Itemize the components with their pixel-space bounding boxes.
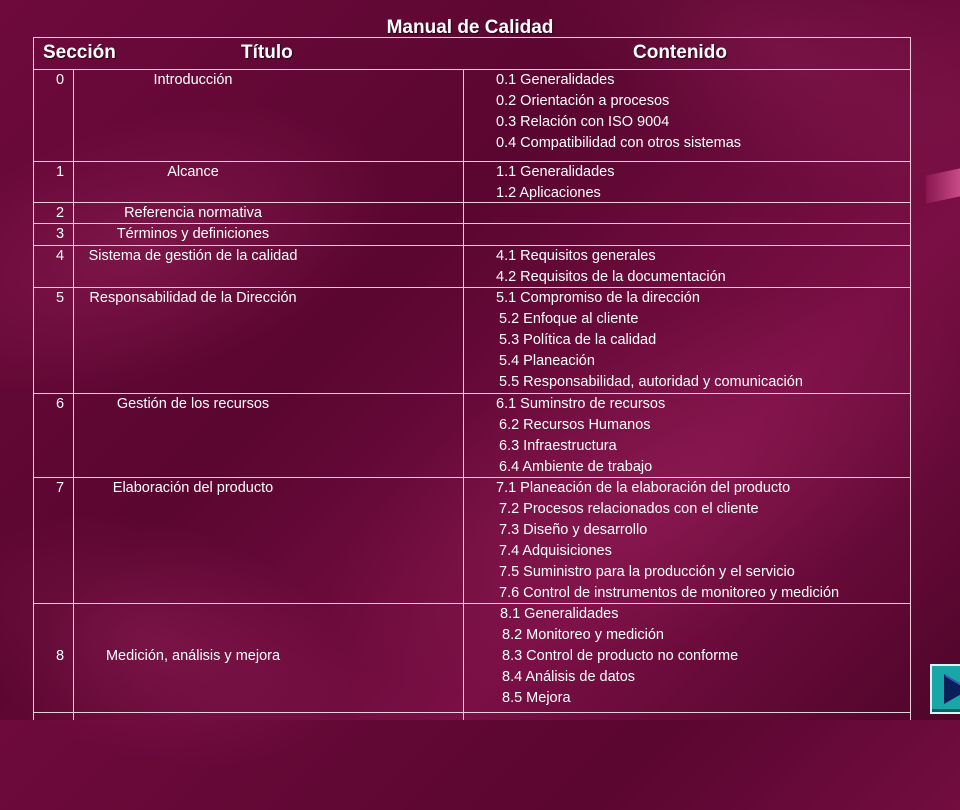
content-item: 7.3 Diseño y desarrollo (499, 522, 648, 538)
content-item: 8.1 Generalidades (500, 606, 619, 622)
section-contents (496, 288, 803, 393)
content-item: 0.1 Generalidades (496, 72, 615, 88)
page-title: Manual de Calidad (386, 17, 554, 38)
table-rule (33, 712, 911, 713)
table-header (33, 38, 911, 68)
content-item: 1.1 Generalidades (496, 164, 615, 180)
content-item: 8.5 Mejora (502, 690, 571, 706)
table-column-divider (73, 69, 74, 720)
play-arrow-icon (932, 666, 960, 712)
content-item: 5.2 Enfoque al cliente (499, 311, 639, 327)
section-number: 7 (55, 480, 65, 496)
content-item: 5.3 Política de la calidad (499, 332, 657, 348)
content-item: 6.1 Suminstro de recursos (496, 396, 666, 412)
table-column-divider (463, 69, 464, 720)
content-item: 6.2 Recursos Humanos (499, 417, 651, 433)
section-title: Sistema de gestión de la calidad (88, 248, 298, 264)
section-number: 0 (55, 72, 65, 88)
content-item: 5.4 Planeación (499, 353, 595, 369)
content-item: 4.2 Requisitos de la documentación (496, 269, 726, 285)
content-item: 8.2 Monitoreo y medición (502, 627, 664, 643)
content-item: 0.2 Orientación a procesos (496, 93, 670, 109)
content-item: 0.4 Compatibilidad con otros sistemas (496, 135, 742, 151)
section-number: 1 (55, 164, 65, 180)
content-item: 7.5 Suministro para la producción y el servicio (499, 564, 795, 580)
section-number: 5 (55, 290, 65, 306)
section-title: Referencia normativa (124, 205, 262, 221)
section-number: 3 (55, 226, 65, 242)
section-number: 2 (55, 205, 65, 221)
content-item: 5.5 Responsabilidad, autoridad y comunicación (499, 374, 803, 390)
section-title: Alcance (167, 164, 219, 180)
content-item: 7.2 Procesos relacionados con el cliente (499, 501, 759, 517)
next-slide-button[interactable] (930, 664, 960, 714)
section-title: Gestión de los recursos (116, 396, 270, 412)
header-titulo: Título (241, 42, 293, 63)
section-contents (496, 162, 615, 204)
section-title: Medición, análisis y mejora (105, 648, 281, 664)
section-title: Responsabilidad de la Dirección (89, 290, 297, 306)
header-contenido: Contenido (633, 42, 727, 63)
content-item: 6.3 Infraestructura (499, 438, 617, 454)
content-item: 7.1 Planeación de la elaboración del producto (496, 480, 791, 496)
decorative-ribbon (926, 168, 960, 203)
section-title: Elaboración del producto (112, 480, 274, 496)
content-item: 5.1 Compromiso de la dirección (496, 290, 700, 306)
section-number: 4 (55, 248, 65, 264)
section-contents (496, 394, 665, 478)
content-item: 1.2 Aplicaciones (496, 185, 601, 201)
content-item: 7.4 Adquisiciones (499, 543, 612, 559)
section-number: 6 (55, 396, 65, 412)
section-contents (496, 478, 839, 604)
content-item: 0.3 Relación con ISO 9004 (496, 114, 670, 130)
content-item: 7.6 Control de instrumentos de monitoreo y medición (499, 585, 840, 601)
section-number: 8 (55, 648, 65, 664)
section-contents (496, 246, 726, 288)
content-item: 4.1 Requisitos generales (496, 248, 656, 264)
section-contents (496, 70, 741, 154)
section-contents (496, 604, 738, 709)
section-title: Términos y definiciones (116, 226, 270, 242)
content-item: 8.4 Análisis de datos (502, 669, 636, 685)
table-rule (33, 603, 911, 604)
content-item: 6.4 Ambiente de trabajo (499, 459, 653, 475)
header-seccion: Sección (43, 42, 116, 63)
content-item: 8.3 Control de producto no conforme (502, 648, 739, 664)
section-title: Introducción (153, 72, 233, 88)
